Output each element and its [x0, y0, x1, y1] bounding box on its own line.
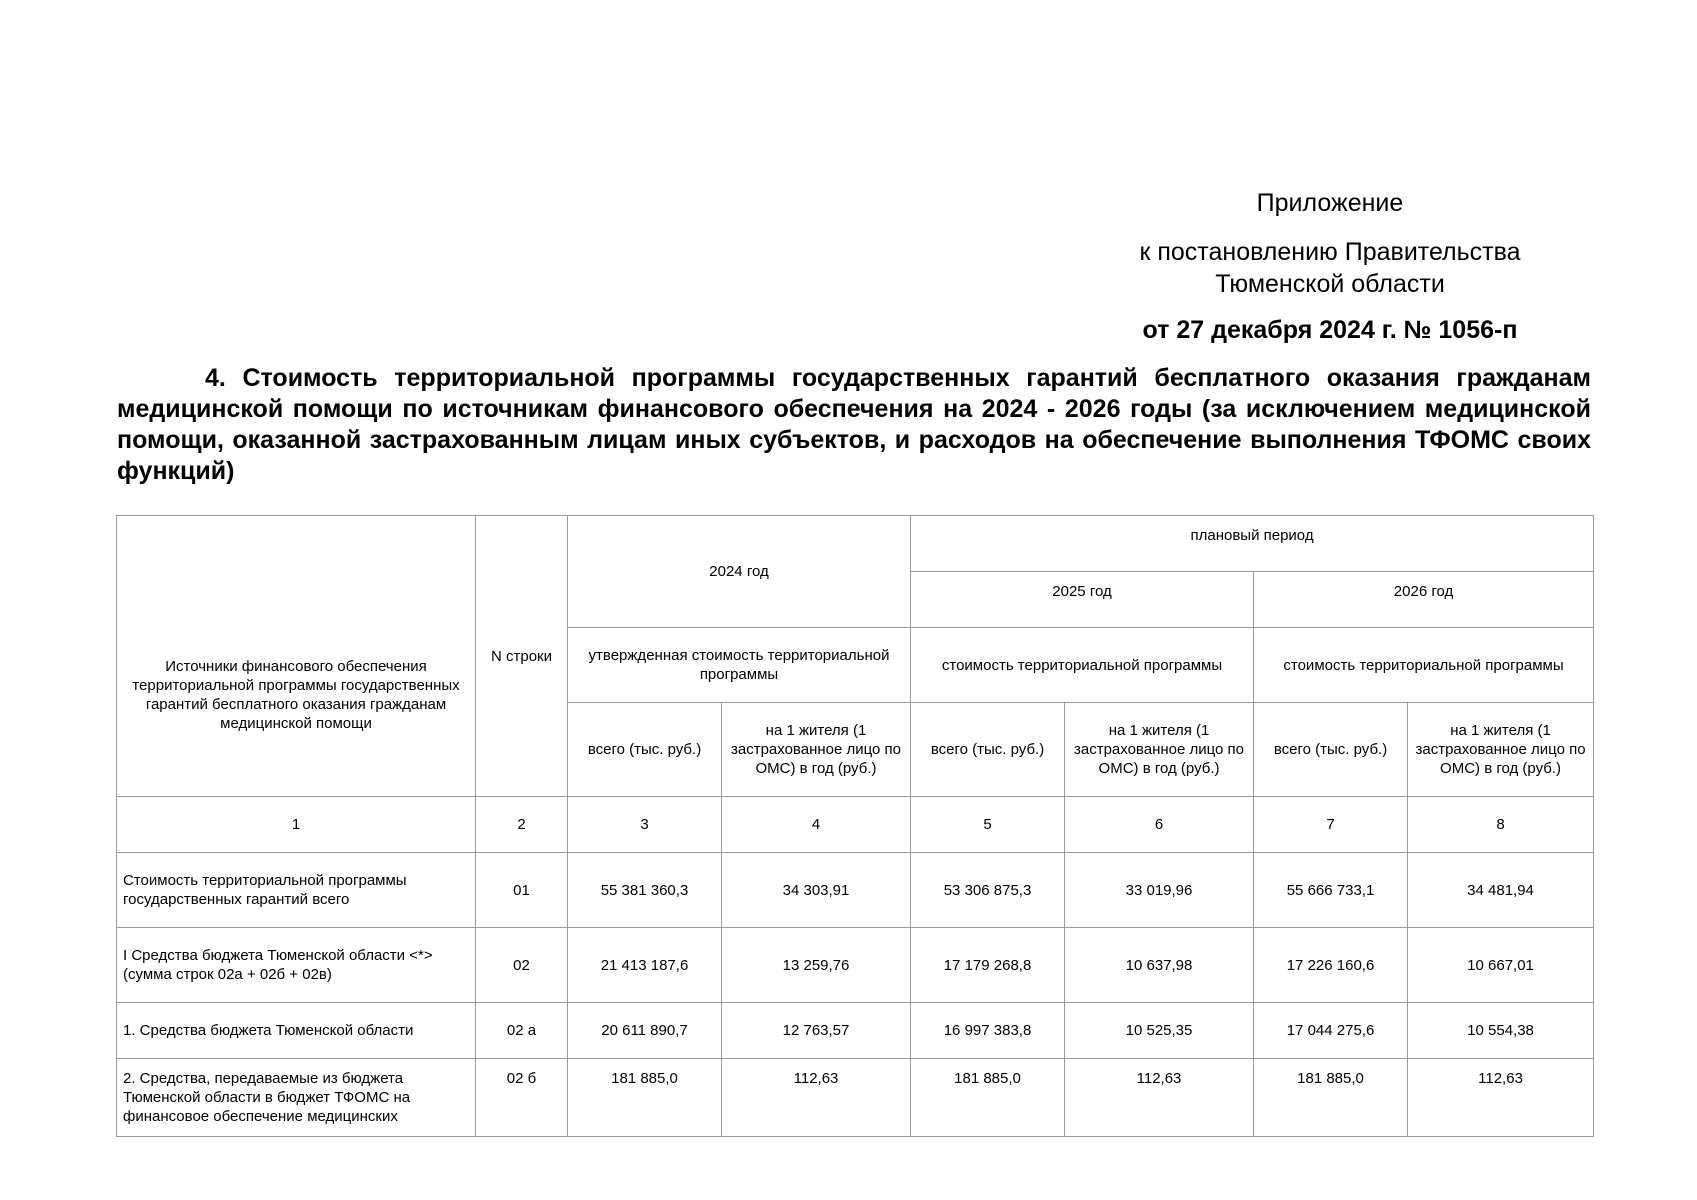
row-value: 21 413 187,6: [568, 928, 722, 1003]
row-value: 55 381 360,3: [568, 853, 722, 928]
header-source: Источники финансового обеспечения территориальной программы государственных гарантий бесплатного оказания гражданам медицинской помощи: [117, 516, 476, 797]
row-value: 181 885,0: [911, 1059, 1065, 1137]
row-source-name: I Средства бюджета Тюменской области <*> (сумма строк 02а + 02б + 02в): [117, 928, 476, 1003]
row-line-code: 02 б: [476, 1059, 568, 1137]
column-number: 5: [911, 797, 1065, 853]
header-total-2024: всего (тыс. руб.): [568, 703, 722, 797]
header-per-resident-2026: на 1 жителя (1 застрахованное лицо по ОМС) в год (руб.): [1408, 703, 1594, 797]
row-value: 10 667,01: [1408, 928, 1594, 1003]
row-value: 34 481,94: [1408, 853, 1594, 928]
header-cost-2026: стоимость территориальной программы: [1254, 628, 1594, 703]
row-value: 112,63: [1408, 1059, 1594, 1137]
column-number: 4: [722, 797, 911, 853]
row-value: 17 226 160,6: [1254, 928, 1408, 1003]
header-per-resident-2024: на 1 жителя (1 застрахованное лицо по ОМС) в год (руб.): [722, 703, 911, 797]
header-line-number: N строки: [476, 516, 568, 797]
header-total-2025: всего (тыс. руб.): [911, 703, 1065, 797]
table-row: [117, 1003, 1594, 1059]
appendix-title: Приложение: [1256, 189, 1404, 217]
row-value: 181 885,0: [1254, 1059, 1408, 1137]
table-row: [117, 928, 1594, 1003]
table-row: [117, 1059, 1594, 1137]
appendix-reference-line2: Тюменской области: [1215, 270, 1445, 298]
column-number: 2: [476, 797, 568, 853]
row-value: 53 306 875,3: [911, 853, 1065, 928]
header-approved-cost: утвержденная стоимость территориальной программы: [568, 628, 911, 703]
column-number: 1: [117, 797, 476, 853]
header-planned-period: плановый период: [911, 516, 1594, 572]
header-per-resident-2025: на 1 жителя (1 застрахованное лицо по ОМС) в год (руб.): [1065, 703, 1254, 797]
table-row: [117, 853, 1594, 928]
row-value: 33 019,96: [1065, 853, 1254, 928]
appendix-reference: [1100, 236, 1560, 300]
row-value: 10 637,98: [1065, 928, 1254, 1003]
row-value: 34 303,91: [722, 853, 911, 928]
header-total-2026: всего (тыс. руб.): [1254, 703, 1408, 797]
row-value: 16 997 383,8: [911, 1003, 1065, 1059]
row-value: 12 763,57: [722, 1003, 911, 1059]
column-number-row: [117, 797, 1594, 853]
column-number: 7: [1254, 797, 1408, 853]
row-source-name: 2. Средства, передаваемые из бюджета Тюменской области в бюджет ТФОМС на финансовое обеспечение медицинских: [117, 1059, 476, 1137]
section-heading: 4. Стоимость территориальной программы государственных гарантий бесплатного оказания гражданам медицинской помощи по источникам финансового обеспечения на 2024 - 2026 годы (за исключением медицинской помощи, оказанной застрахованным лицам иных субъектов, и расходов на обеспечение выполнения ТФОМС своих функций): [117, 364, 1591, 485]
row-line-code: 02: [476, 928, 568, 1003]
header-year-2026: 2026 год: [1254, 572, 1594, 628]
row-value: 13 259,76: [722, 928, 911, 1003]
row-value: 17 044 275,6: [1254, 1003, 1408, 1059]
row-line-code: 02 а: [476, 1003, 568, 1059]
row-source-name: Стоимость территориальной программы государственных гарантий всего: [117, 853, 476, 928]
row-value: 112,63: [722, 1059, 911, 1137]
header-year-2024: 2024 год: [568, 516, 911, 628]
row-value: 181 885,0: [568, 1059, 722, 1137]
column-number: 6: [1065, 797, 1254, 853]
row-value: 10 525,35: [1065, 1003, 1254, 1059]
row-value: 112,63: [1065, 1059, 1254, 1137]
column-number: 8: [1408, 797, 1594, 853]
appendix-date: от 27 декабря 2024 г. № 1056-п: [1142, 316, 1518, 344]
row-value: 55 666 733,1: [1254, 853, 1408, 928]
row-value: 10 554,38: [1408, 1003, 1594, 1059]
column-number: 3: [568, 797, 722, 853]
financing-table: [116, 515, 1594, 1137]
row-line-code: 01: [476, 853, 568, 928]
row-source-name: 1. Средства бюджета Тюменской области: [117, 1003, 476, 1059]
appendix-reference-line1: к постановлению Правительства: [1139, 238, 1521, 266]
row-value: 17 179 268,8: [911, 928, 1065, 1003]
header-cost-2025: стоимость территориальной программы: [911, 628, 1254, 703]
header-year-2025: 2025 год: [911, 572, 1254, 628]
row-value: 20 611 890,7: [568, 1003, 722, 1059]
